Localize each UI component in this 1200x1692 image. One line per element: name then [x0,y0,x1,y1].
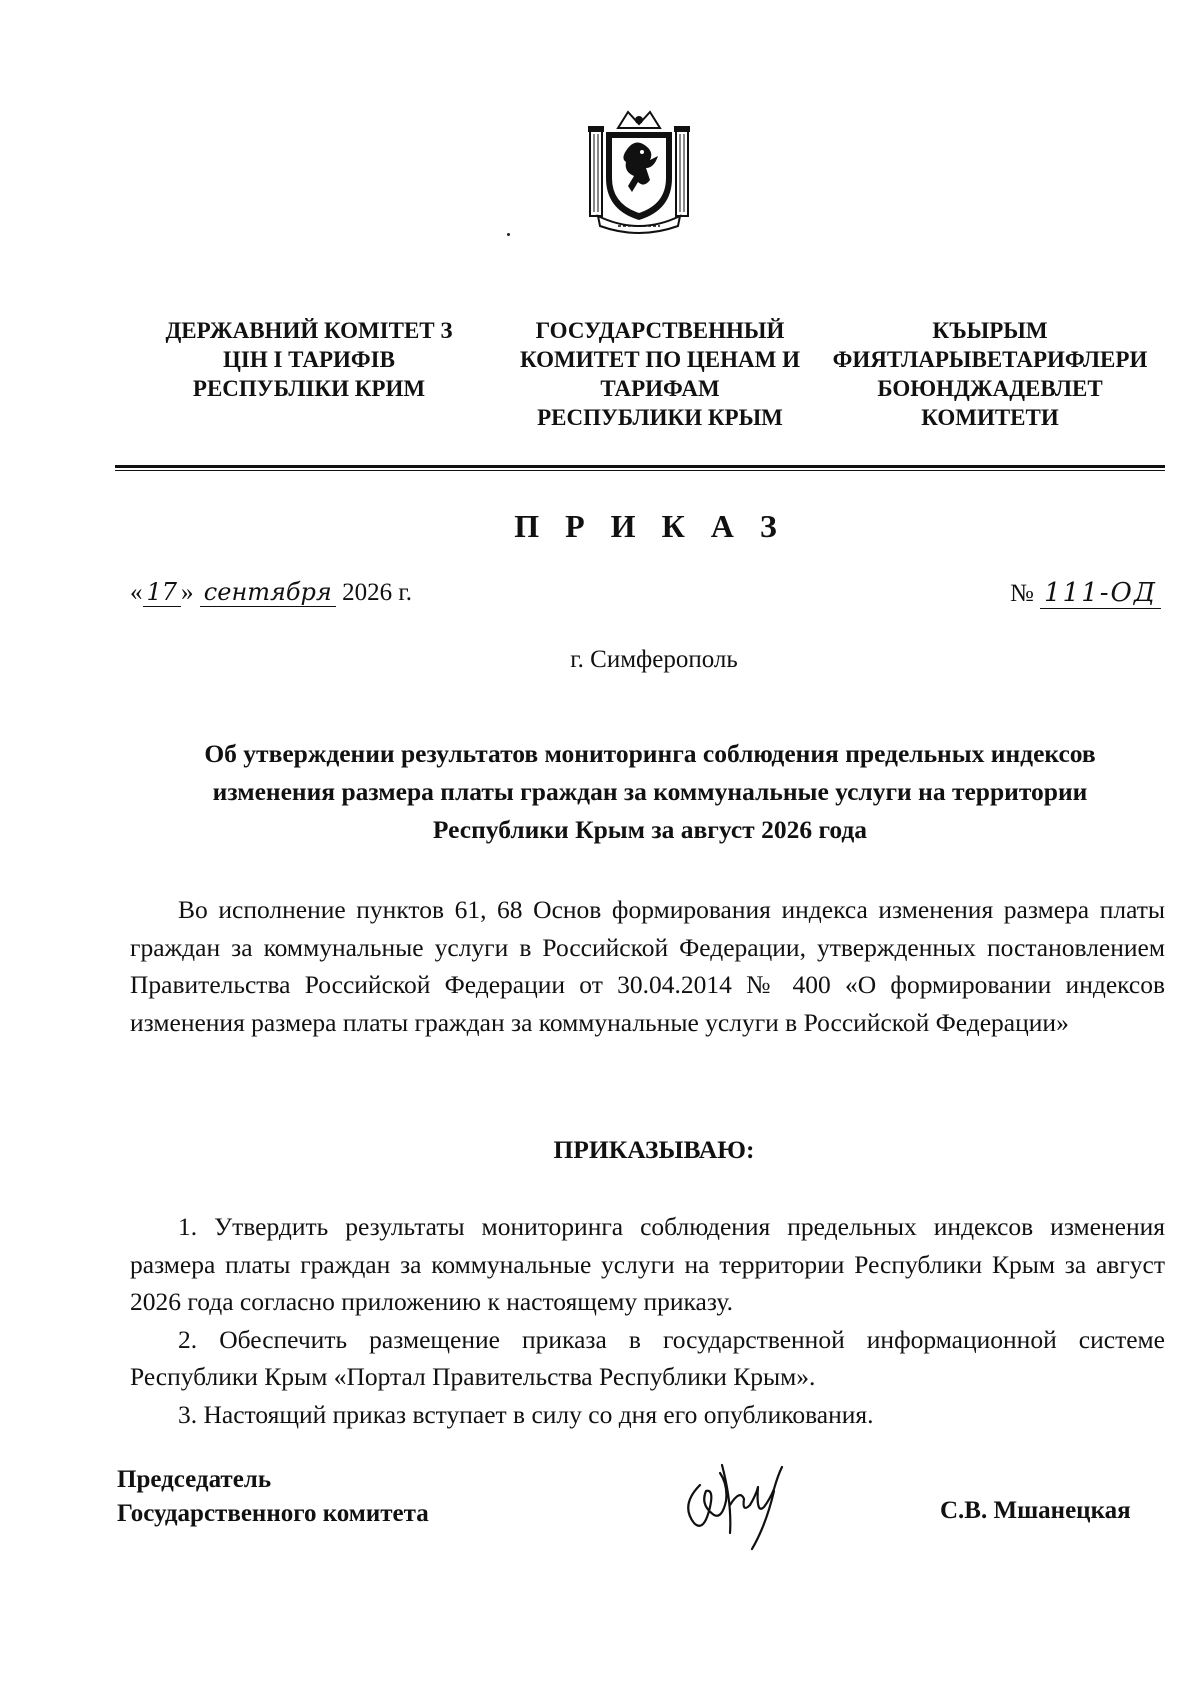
date-open-quote: « [130,579,143,606]
position-line: Государственного комитета [117,1500,429,1527]
header-line: КОМИТЕТ ПО ЦЕНАМ И [520,347,800,372]
date-year: 2026 г. [342,579,412,606]
date-month: сентября [200,578,336,607]
signatory-position [117,1463,429,1531]
order-items [130,1208,1165,1433]
number-value: 111-ОД [1040,578,1161,609]
order-item: 1. Утвердить результаты мониторинга соблюдения предельных индексов изменения размера платы граждан за коммунальные услуги на территории Республики Крым за август 2026 года согласно приложению к настоящему приказу. [130,1212,1165,1316]
order-date [130,578,412,607]
order-directive: ПРИКАЗЫВАЮ: [553,1135,755,1164]
coat-of-arms-icon [588,108,690,234]
header-divider [115,465,1165,468]
header-line: РЕСПУБЛИКИ КРЫМ [537,405,783,430]
header-line: ГОСУДАРСТВЕННЫЙ [535,318,785,343]
order-item: 3. Настоящий приказ вступает в силу со дня его опубликования. [178,1399,874,1429]
date-close-quote: » [181,579,194,606]
header-russian [510,316,810,432]
header-ukrainian [150,316,468,403]
header-line: КЪЫРЫМ [932,318,1048,343]
order-number [1010,578,1161,608]
position-line: Председатель [117,1466,272,1493]
header-line: КОМИТЕТИ [921,405,1059,430]
header-divider-thin [115,470,1165,471]
order-item: 2. Обеспечить размещение приказа в государственной информационной системе Республики Крым «Портал Правительства Республики Крым». [130,1324,1165,1391]
header-line: ФИЯТЛАРЫВЕТАРИФЛЕРИ [832,347,1148,372]
signatory-name: С.В. Мшанецкая [940,1497,1131,1524]
header-line: БОЮНДЖАДЕВЛЕТ [877,376,1103,401]
city: г. Симферополь [570,646,738,673]
header-line: РЕСПУБЛІКИ КРИМ [192,376,426,401]
document-type-title: П Р И К А З [514,508,786,544]
header-crimean-tatar [820,316,1160,432]
header-line: ДЕРЖАВНИЙ КОМІТЕТ З [165,318,453,343]
number-sign: № [1010,580,1034,607]
preamble-paragraph: Во исполнение пунктов 61, 68 Основ формирования индекса изменения размера платы граждан за коммунальные услуги в Российской Федерации, утвержденных постановлением Правительства Российской Федерации от 30.04.2014 № 400 «О формировании индексов изменения размера платы граждан за коммунальные услуги в Российской Федерации» [130,895,1165,1037]
date-day: 17 [143,578,182,607]
handwritten-signature [670,1445,800,1555]
header-line: ЦІН І ТАРИФІВ [223,347,395,372]
scan-speck [507,233,510,236]
header-line: ТАРИФАМ [600,376,720,401]
order-subject: Об утверждении результатов мониторинга соблюдения предельных индексов изменения размера платы граждан за коммунальные услуги на территории Республики Крым за август 2026 года [204,739,1096,844]
